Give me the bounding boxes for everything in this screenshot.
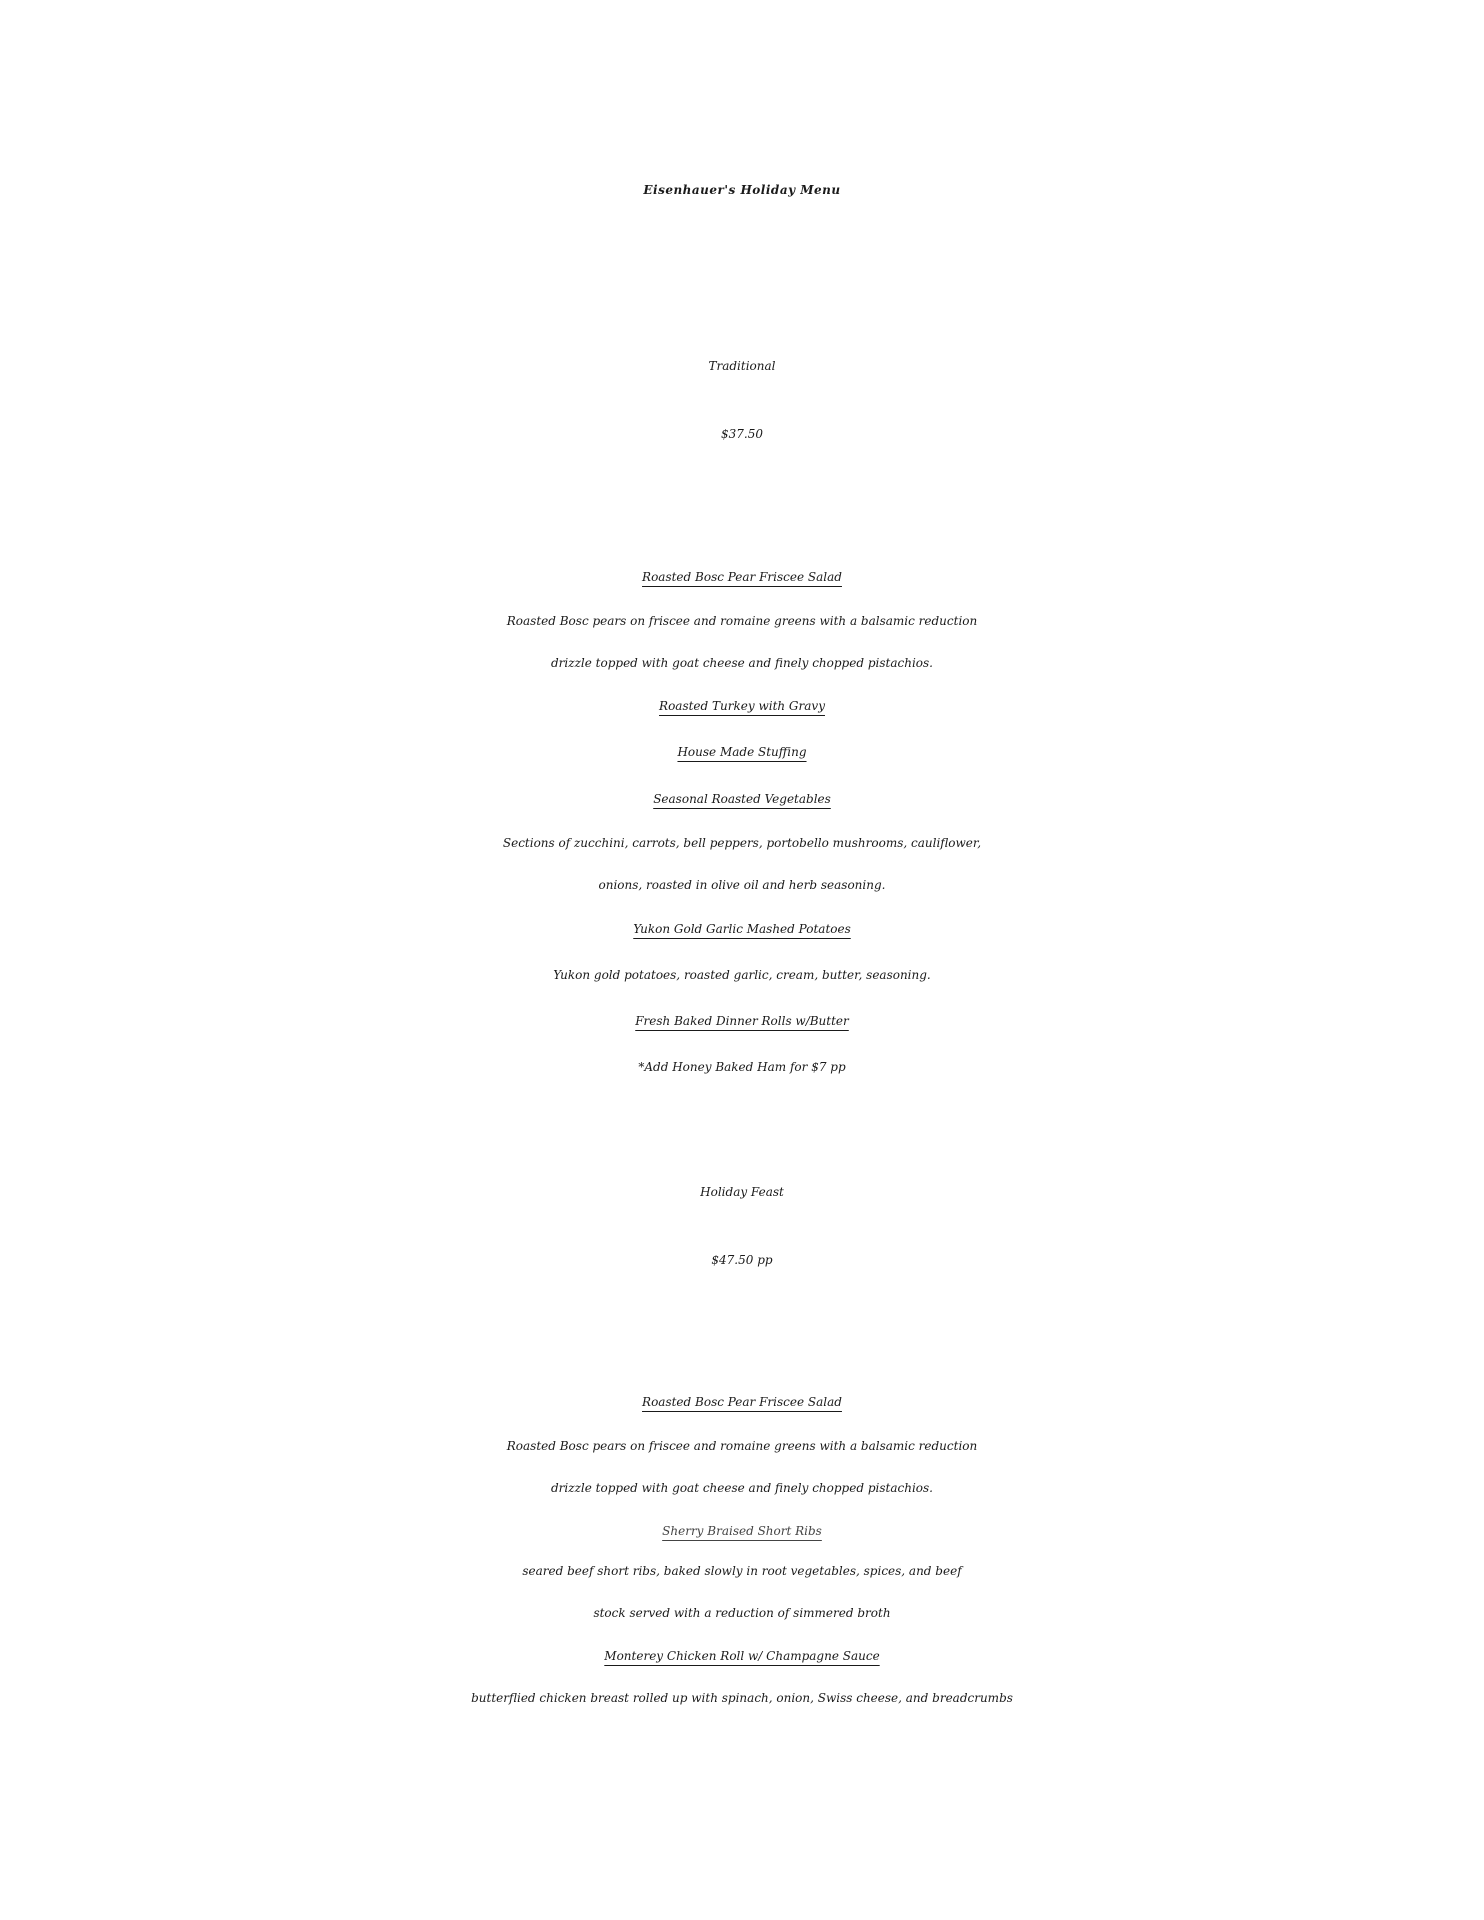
traditional-vegetables-desc-2: onions, roasted in olive oil and herb seasoning.	[598, 878, 886, 892]
traditional-salad-desc-2: drizzle topped with goat cheese and finely chopped pistachios.	[551, 656, 933, 670]
traditional-salad-desc-1: Roasted Bosc pears on friscee and romaine greens with a balsamic reduction	[506, 614, 978, 628]
feast-chicken-desc: butterflied chicken breast rolled up with spinach, onion, Swiss cheese, and breadcrumbs	[471, 1691, 1013, 1705]
feast-short-ribs-name: Sherry Braised Short Ribs	[662, 1524, 822, 1538]
traditional-turkey: Roasted Turkey with Gravy	[659, 699, 825, 713]
feast-chicken-name: Monterey Chicken Roll w/ Champagne Sauce	[604, 1649, 880, 1663]
traditional-potatoes-desc: Yukon gold potatoes, roasted garlic, cream, butter, seasoning.	[553, 968, 931, 982]
traditional-title: Traditional	[708, 359, 776, 373]
feast-salad-desc-2: drizzle topped with goat cheese and finely chopped pistachios.	[551, 1481, 933, 1495]
traditional-stuffing: House Made Stuffing	[677, 745, 807, 759]
menu-title: Eisenhauer's Holiday Menu	[643, 183, 841, 197]
feast-short-ribs-desc-2: stock served with a reduction of simmered broth	[593, 1606, 891, 1620]
feast-title: Holiday Feast	[700, 1185, 784, 1199]
traditional-salad-name: Roasted Bosc Pear Friscee Salad	[642, 570, 842, 584]
traditional-vegetables-desc-1: Sections of zucchini, carrots, bell peppers, portobello mushrooms, cauliflower,	[502, 836, 982, 850]
traditional-price: $37.50	[721, 427, 763, 441]
traditional-potatoes-name: Yukon Gold Garlic Mashed Potatoes	[633, 922, 851, 936]
feast-salad-desc-1: Roasted Bosc pears on friscee and romaine greens with a balsamic reduction	[506, 1439, 978, 1453]
feast-short-ribs-desc-1: seared beef short ribs, baked slowly in root vegetables, spices, and beef	[522, 1564, 962, 1578]
traditional-vegetables-name: Seasonal Roasted Vegetables	[653, 792, 831, 806]
feast-price: $47.50 pp	[711, 1253, 773, 1267]
feast-salad-name: Roasted Bosc Pear Friscee Salad	[642, 1395, 842, 1409]
traditional-addon-note: *Add Honey Baked Ham for $7 pp	[638, 1060, 846, 1074]
traditional-rolls: Fresh Baked Dinner Rolls w/Butter	[635, 1014, 849, 1028]
